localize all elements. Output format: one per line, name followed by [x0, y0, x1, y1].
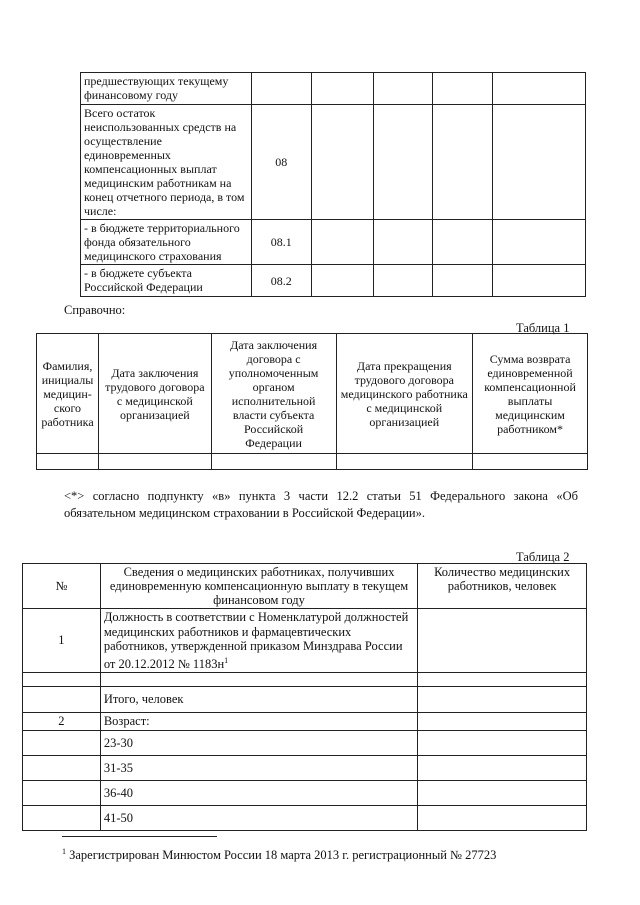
row-num: 2: [23, 713, 101, 731]
col-header: Дата заключения договора с уполномоченным органом исполнительной власти субъекта Российской Федерации: [211, 334, 336, 454]
footnote-star: <*> согласно подпункту «в» пункта 3 части 12.2 статьи 51 Федерального закона «Об обязательном медицинском страховании в Российской Федерации».: [64, 489, 578, 520]
table-row: [23, 673, 587, 687]
footnote-ref: 1: [224, 655, 229, 665]
table-row: [23, 609, 587, 673]
table-row: [23, 806, 587, 831]
col-header-num: №: [23, 564, 101, 609]
table-row: [23, 687, 587, 713]
footnote-divider: [62, 836, 217, 837]
table-row: [81, 105, 586, 220]
table-1: [36, 333, 588, 470]
row-label: - в бюджете субъекта Российской Федерации: [81, 265, 252, 297]
row-label: - в бюджете территориального фонда обязательного медицинского страхования: [81, 220, 252, 265]
table-row: [23, 781, 587, 806]
col-header-count: Количество медицинских работников, человек: [418, 564, 587, 609]
reference-label: Справочно:: [64, 303, 126, 317]
col-header: Дата заключения трудового договора с медицинской организацией: [98, 334, 211, 454]
top-table: [80, 72, 586, 297]
row-code: 08: [251, 105, 311, 220]
row-code: 08.2: [251, 265, 311, 297]
row-label: предшествующих текущему финансовому году: [81, 73, 252, 105]
table-2: [22, 563, 587, 831]
age-group: 31-35: [100, 756, 417, 781]
age-group: 23-30: [100, 731, 417, 756]
table-row: [23, 713, 587, 731]
row-text: Возраст:: [100, 713, 417, 731]
age-group: 41-50: [100, 806, 417, 831]
table-row: [81, 220, 586, 265]
col-header: Фамилия, инициалы медицин-ского работника: [37, 334, 99, 454]
table-row: [81, 73, 586, 105]
row-code: [251, 73, 311, 105]
row-text-content: Должность в соответствии с Номенклатурой должностей медицинских работников и фармацевтических работников, утвержденной приказом Минздрава России от 20.12.2012 № 1183н: [103, 610, 409, 671]
table-row: [37, 454, 588, 470]
row-text: [100, 609, 417, 673]
col-header-info: Сведения о медицинских работниках, получивших единовременную компенсационную выплату в текущем финансовом году: [100, 564, 417, 609]
age-group: 36-40: [100, 781, 417, 806]
footnote-1: [62, 844, 496, 863]
total-label: Итого, человек: [100, 687, 417, 713]
row-code: 08.1: [251, 220, 311, 265]
col-header: Дата прекращения трудового договора медицинского работника с медицинской организацией: [336, 334, 473, 454]
footnote-mark: 1: [62, 847, 66, 856]
footnote-text: Зарегистрирован Минюстом России 18 марта 2013 г. регистрационный № 27723: [69, 848, 497, 863]
row-label: Всего остаток неиспользованных средств на осуществление единовременных компенсационных выплат медицинским работникам на конец отчетного периода, в том числе:: [81, 105, 252, 220]
col-header: Сумма возврата единовременной компенсационной выплаты медицинским работником*: [473, 334, 588, 454]
table2-header-row: [23, 564, 587, 609]
table-row: [23, 756, 587, 781]
table2-caption: Таблица 2: [516, 550, 570, 564]
table-row: [23, 731, 587, 756]
table1-caption: Таблица 1: [516, 321, 570, 335]
table-row: [81, 265, 586, 297]
row-num: 1: [23, 609, 101, 673]
table1-header-row: [37, 334, 588, 454]
